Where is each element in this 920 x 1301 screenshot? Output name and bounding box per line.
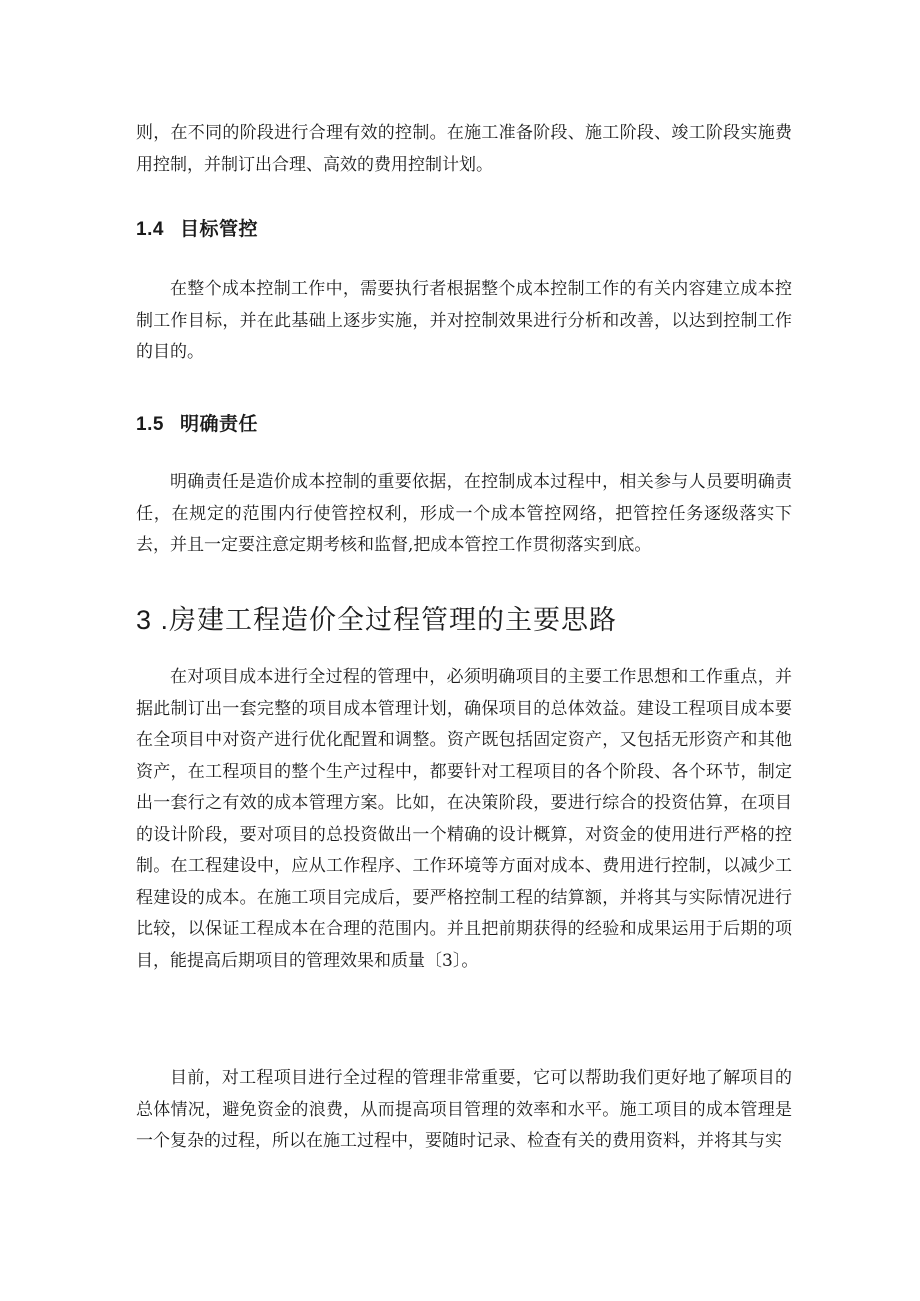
section-heading-3: 3 .房建工程造价全过程管理的主要思路: [136, 605, 618, 635]
paragraph-clear-responsibility: 明确责任是造价成本控制的重要依据，在控制成本过程中，相关参与人员要明确责任，在规定的范围内行使管控权利，形成一个成本管控网络，把管控任务逐级落实下去，并且一定要注意定期考核和监督,把成本管控工作贯彻落实到底。: [136, 472, 792, 555]
heading-1-4-number: 1.4: [136, 219, 164, 240]
heading-1-5-number: 1.5: [136, 414, 164, 435]
paragraph-target-control: 在整个成本控制工作中，需要执行者根据整个成本控制工作的有关内容建立成本控制工作目标，并在此基础上逐步实施，并对控制效果进行分析和改善，以达到控制工作的目的。: [136, 279, 792, 362]
heading-1-4-title: 目标管控: [180, 219, 259, 240]
heading-1-4: [136, 214, 258, 241]
paragraph-current-importance: 目前，对工程项目进行全过程的管理非常重要，它可以帮助我们更好地了解项目的总体情况，避免资金的浪费，从而提高项目管理的效率和水平。施工项目的成本管理是一个复杂的过程，所以在施工过程中，要随时记录、检查有关的费用资料，并将其与实: [136, 1068, 792, 1151]
heading-1-5-title: 明确责任: [180, 414, 259, 435]
paragraph-cost-stage-control: 则，在不同的阶段进行合理有效的控制。在施工准备阶段、施工阶段、竣工阶段实施费用控制，并制订出合理、高效的费用控制计划。: [136, 123, 792, 175]
paragraph-whole-process-management: 在对项目成本进行全过程的管理中，必须明确项目的主要工作思想和工作重点，并据此制订出一套完整的项目成本管理计划，确保项目的总体效益。建设工程项目成本要在全项目中对资产进行优化配置和调整。资产既包括固定资产，又包括无形资产和其他资产，在工程项目的整个生产过程中，都要针对工程项目的各个阶段、各个环节，制定出一套行之有效的成本管理方案。比如，在决策阶段，要进行综合的投资估算，在项目的设计阶段，要对项目的总投资做出一个精确的设计概算，对资金的使用进行严格的控制。在工程建设中，应从工作程序、工作环境等方面对成本、费用进行控制，以减少工程建设的成本。在施工项目完成后，要严格控制工程的结算额，并将其与实际情况进行比较，以保证工程成本在合理的范围内。并且把前期获得的经验和成果运用于后期的项目，能提高后期项目的管理效果和质量〔3〕。: [136, 667, 792, 971]
heading-1-5: [136, 409, 258, 436]
